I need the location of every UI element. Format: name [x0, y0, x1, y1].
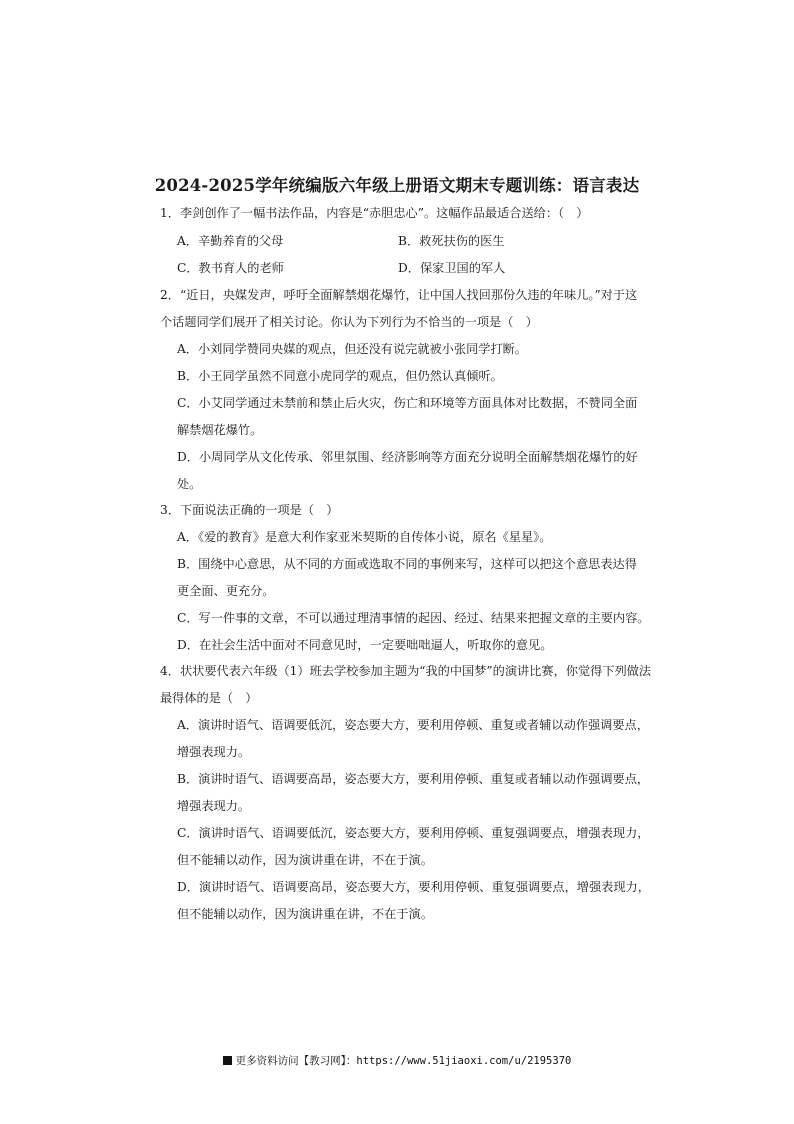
q4-option-c-line2: 但不能辅以动作，因为演讲重在讲，不在于演。	[177, 853, 433, 867]
q2-option-b: B．小王同学虽然不同意小虎同学的观点，但仍然认真倾听。	[177, 369, 503, 383]
q4-option-d-line1: D．演讲时语气、语调要高昂，姿态要大方，要利用停顿、重复强调要点，增强表现力，	[177, 880, 650, 894]
q4-option-d-line2: 但不能辅以动作，因为演讲重在讲，不在于演。	[177, 907, 433, 921]
q2-option-d-line2: 处。	[177, 477, 202, 491]
q2-stem-line1: 2．“近日，央媒发声，呼吁全面解禁烟花爆竹，让中国人找回那份久违的年味儿。”对于这	[160, 288, 638, 302]
q2-stem-line2: 个话题同学们展开了相关讨论。你认为下列行为不恰当的一项是（ ）	[160, 315, 538, 329]
q3-option-a: A．《爱的教育》是意大利作家亚米契斯的自传体小说，原名《星星》。	[177, 530, 552, 544]
q3-option-d: D．在社会生活中面对不同意见时，一定要咄咄逼人，听取你的意见。	[177, 638, 553, 652]
q3-option-b-line1: B．围绕中心意思，从不同的方面或选取不同的事例来写，这样可以把这个意思表达得	[177, 557, 637, 571]
q4-stem-line2: 最得体的是（ ）	[160, 691, 258, 705]
q4-stem-line1: 4．状状要代表六年级（1）班去学校参加主题为“我的中国梦”的演讲比赛，你觉得下列做法	[160, 664, 652, 678]
q4-option-c-line1: C．演讲时语气、语调要低沉，姿态要大方，要利用停顿、重复强调要点，增强表现力，	[177, 826, 650, 840]
page-title: 2024-2025学年统编版六年级上册语文期末专题训练：语言表达	[154, 176, 640, 195]
q1-option-a: A．辛勤养育的父母	[177, 234, 284, 248]
q1-option-b: B．救死扶伤的医生	[398, 234, 505, 248]
q1-option-d: D．保家卫国的军人	[398, 261, 506, 275]
q1-stem: 1．李剑创作了一幅书法作品，内容是“赤胆忠心”。这幅作品最适合送给：（ ）	[160, 206, 589, 220]
footer-link[interactable]	[0, 1053, 794, 1068]
q2-option-c-line1: C．小艾同学通过未禁前和禁止后火灾，伤亡和环境等方面具体对比数据，不赞同全面	[177, 396, 638, 410]
q2-option-c-line2: 解禁烟花爆竹。	[177, 423, 263, 437]
q3-stem: 3．下面说法正确的一项是（ ）	[160, 503, 339, 517]
flag-icon	[223, 1056, 232, 1065]
q4-option-a-line1: A．演讲时语气、语调要低沉，姿态要大方，要利用停顿、重复或者辅以动作强调要点，	[177, 718, 649, 732]
q1-option-c: C．教书育人的老师	[177, 261, 284, 275]
footer-text: 更多资料访问【教习网】：https://www.51jiaoxi.com/u/2195370	[235, 1055, 572, 1067]
q4-option-b-line1: B．演讲时语气、语调要高昂，姿态要大方，要利用停顿、重复或者辅以动作强调要点，	[177, 772, 650, 786]
q3-option-c: C．写一件事的文章，不可以通过理清事情的起因、经过、结果来把握文章的主要内容。	[177, 611, 650, 625]
q4-option-a-line2: 增强表现力。	[177, 745, 251, 759]
q4-option-b-line2: 增强表现力。	[177, 799, 251, 813]
q3-option-b-line2: 更全面、更充分。	[177, 584, 275, 598]
q2-option-d-line1: D．小周同学从文化传承、邻里氛围、经济影响等方面充分说明全面解禁烟花爆竹的好	[177, 450, 638, 464]
q2-option-a: A．小刘同学赞同央媒的观点，但还没有说完就被小张同学打断。	[177, 342, 528, 356]
